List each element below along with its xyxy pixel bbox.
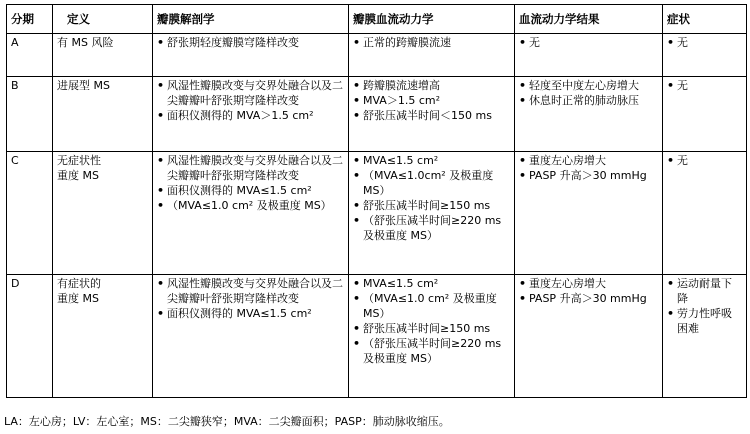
- valve-hemodynamics-cell: [349, 77, 515, 152]
- table-row: [7, 275, 747, 398]
- definition-cell: [53, 275, 153, 398]
- bullet-item: • 面积仪测得的 MVA≤1.5 cm²: [157, 306, 344, 321]
- header-hemodynamic-consequences: 血流动力学结果: [515, 5, 663, 34]
- header-stage: 分期: [7, 5, 53, 34]
- valve-anatomy-cell: [153, 152, 349, 275]
- bullet-item: • 舒张压减半时间＜150 ms: [353, 108, 510, 123]
- symptoms-cell: [663, 275, 747, 398]
- bullet-item: • 重度左心房增大: [519, 153, 658, 168]
- symptoms-list: [667, 276, 742, 336]
- definition-cell: [53, 152, 153, 275]
- valve-anatomy-list: [157, 35, 344, 50]
- table-row: [7, 77, 747, 152]
- symptoms-list: [667, 35, 742, 50]
- bullet-item: • 风湿性瓣膜改变与交界处融合以及二尖瓣瓣叶舒张期穹隆样改变: [157, 153, 344, 183]
- bullet-item: • 运动耐量下降: [667, 276, 742, 306]
- bullet-item: • 舒张压减半时间≥150 ms: [353, 321, 510, 336]
- bullet-item: • 跨瓣膜流速增高: [353, 78, 510, 93]
- definition-line: 有 MS 风险: [57, 36, 114, 49]
- valve-hemodynamics-cell: [349, 275, 515, 398]
- symptoms-cell: [663, 34, 747, 77]
- header-valve-hemodynamics: 瓣膜血流动力学: [349, 5, 515, 34]
- valve-anatomy-cell: [153, 34, 349, 77]
- valve-anatomy-cell: [153, 275, 349, 398]
- symptoms-list: [667, 153, 742, 168]
- bullet-item: • （舒张压减半时间≥220 ms 及极重度 MS）: [353, 213, 510, 243]
- valve-anatomy-cell: [153, 77, 349, 152]
- hemodynamic-consequences-list: [519, 35, 658, 50]
- definition-line: 有症状的: [57, 277, 101, 290]
- bullet-item: • （MVA≤1.0 cm² 及极重度 MS）: [157, 198, 344, 213]
- bullet-item: • 无: [667, 153, 742, 168]
- valve-anatomy-list: [157, 78, 344, 123]
- bullet-item: • 休息时正常的肺动脉压: [519, 93, 658, 108]
- bullet-item: • 劳力性呼吸困难: [667, 306, 742, 336]
- hemodynamic-consequences-list: [519, 153, 658, 183]
- bullet-item: • MVA＞1.5 cm²: [353, 93, 510, 108]
- bullet-item: • 正常的跨瓣膜流速: [353, 35, 510, 50]
- bullet-item: • MVA≤1.5 cm²: [353, 276, 510, 291]
- bullet-item: • 舒张压减半时间≥150 ms: [353, 198, 510, 213]
- valve-hemodynamics-list: [353, 35, 510, 50]
- definition-line: 重度 MS: [57, 292, 99, 305]
- valve-hemodynamics-list: [353, 153, 510, 243]
- definition-line: 无症状性: [57, 154, 101, 167]
- stage-cell: C: [7, 152, 53, 275]
- table-header-row: [7, 5, 747, 34]
- bullet-item: • MVA≤1.5 cm²: [353, 153, 510, 168]
- hemodynamic-consequences-list: [519, 78, 658, 108]
- symptoms-list: [667, 78, 742, 93]
- header-symptoms: 症状: [663, 5, 747, 34]
- valve-hemodynamics-cell: [349, 34, 515, 77]
- bullet-item: • 轻度至中度左心房增大: [519, 78, 658, 93]
- bullet-item: • 风湿性瓣膜改变与交界处融合以及二尖瓣瓣叶舒张期穹隆样改变: [157, 276, 344, 306]
- bullet-item: • （MVA≤1.0 cm² 及极重度 MS）: [353, 291, 510, 321]
- bullet-item: • PASP 升高＞30 mmHg: [519, 168, 658, 183]
- stage-cell: B: [7, 77, 53, 152]
- valve-hemodynamics-list: [353, 276, 510, 366]
- hemodynamic-consequences-cell: [515, 275, 663, 398]
- definition-cell: [53, 34, 153, 77]
- symptoms-cell: [663, 77, 747, 152]
- bullet-item: • PASP 升高＞30 mmHg: [519, 291, 658, 306]
- hemodynamic-consequences-cell: [515, 152, 663, 275]
- ms-staging-table: [6, 4, 747, 398]
- bullet-item: • 重度左心房增大: [519, 276, 658, 291]
- bullet-item: • 舒张期轻度瓣膜穹隆样改变: [157, 35, 344, 50]
- bullet-item: • （MVA≤1.0cm² 及极重度 MS）: [353, 168, 510, 198]
- valve-hemodynamics-cell: [349, 152, 515, 275]
- valve-anatomy-list: [157, 153, 344, 213]
- bullet-item: • 面积仪测得的 MVA＞1.5 cm²: [157, 108, 344, 123]
- bullet-item: • （舒张压减半时间≥220 ms 及极重度 MS）: [353, 336, 510, 366]
- header-valve-anatomy: 瓣膜解剖学: [153, 5, 349, 34]
- definition-cell: [53, 77, 153, 152]
- hemodynamic-consequences-list: [519, 276, 658, 306]
- hemodynamic-consequences-cell: [515, 77, 663, 152]
- definition-line: 重度 MS: [57, 169, 99, 182]
- header-definition: 定义: [53, 5, 153, 34]
- symptoms-cell: [663, 152, 747, 275]
- stage-cell: A: [7, 34, 53, 77]
- bullet-item: • 无: [667, 78, 742, 93]
- hemodynamic-consequences-cell: [515, 34, 663, 77]
- stage-cell: D: [7, 275, 53, 398]
- table-row: [7, 152, 747, 275]
- table-row: [7, 34, 747, 77]
- bullet-item: • 无: [667, 35, 742, 50]
- bullet-item: • 风湿性瓣膜改变与交界处融合以及二尖瓣瓣叶舒张期穹隆样改变: [157, 78, 344, 108]
- table-footnote: LA：左心房；LV：左心室；MS：二尖瓣狭窄；MVA：二尖瓣面积；PASP：肺动脉收缩压。: [4, 415, 450, 428]
- bullet-item: • 无: [519, 35, 658, 50]
- definition-line: 进展型 MS: [57, 79, 110, 92]
- bullet-item: • 面积仪测得的 MVA≤1.5 cm²: [157, 183, 344, 198]
- valve-anatomy-list: [157, 276, 344, 321]
- valve-hemodynamics-list: [353, 78, 510, 123]
